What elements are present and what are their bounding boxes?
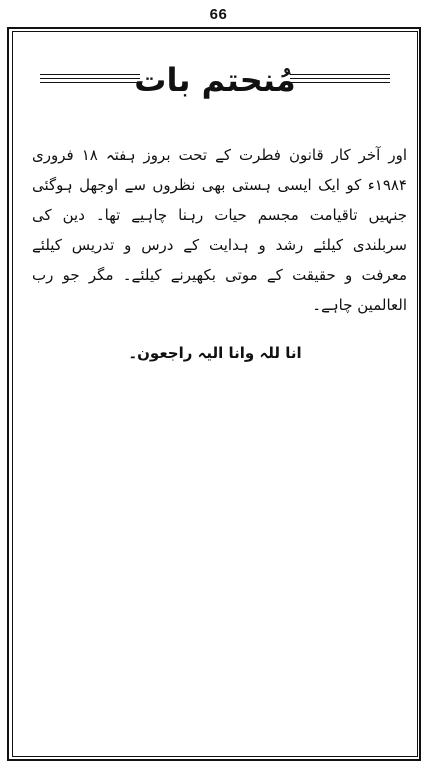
page-number: 66 [209,6,228,23]
closing-line: انا للہ وانا الیہ راجعون۔ [128,344,302,362]
page-title: مُنحتم بات [134,61,296,99]
heading-block [12,56,418,108]
body-paragraph: اور آخر کار قانون فطرت کے تحت بروز ہفتہ ۱۸ فروری ۱۹۸۴ء کو ایک ایسی ہستی بھی نظروں سے اوجھل ہوگئی جنہیں تاقیامت مجسم حیات رہنا چاہیے تھا۔ دین کی سربلندی کیلئے رشد و ہدایت کے درس و تدریس کیلئے معرفت و حقیقت کے موتی بکھیرنے کیلئے۔ مگر جو رب العالمین چاہے۔ [32,146,407,314]
